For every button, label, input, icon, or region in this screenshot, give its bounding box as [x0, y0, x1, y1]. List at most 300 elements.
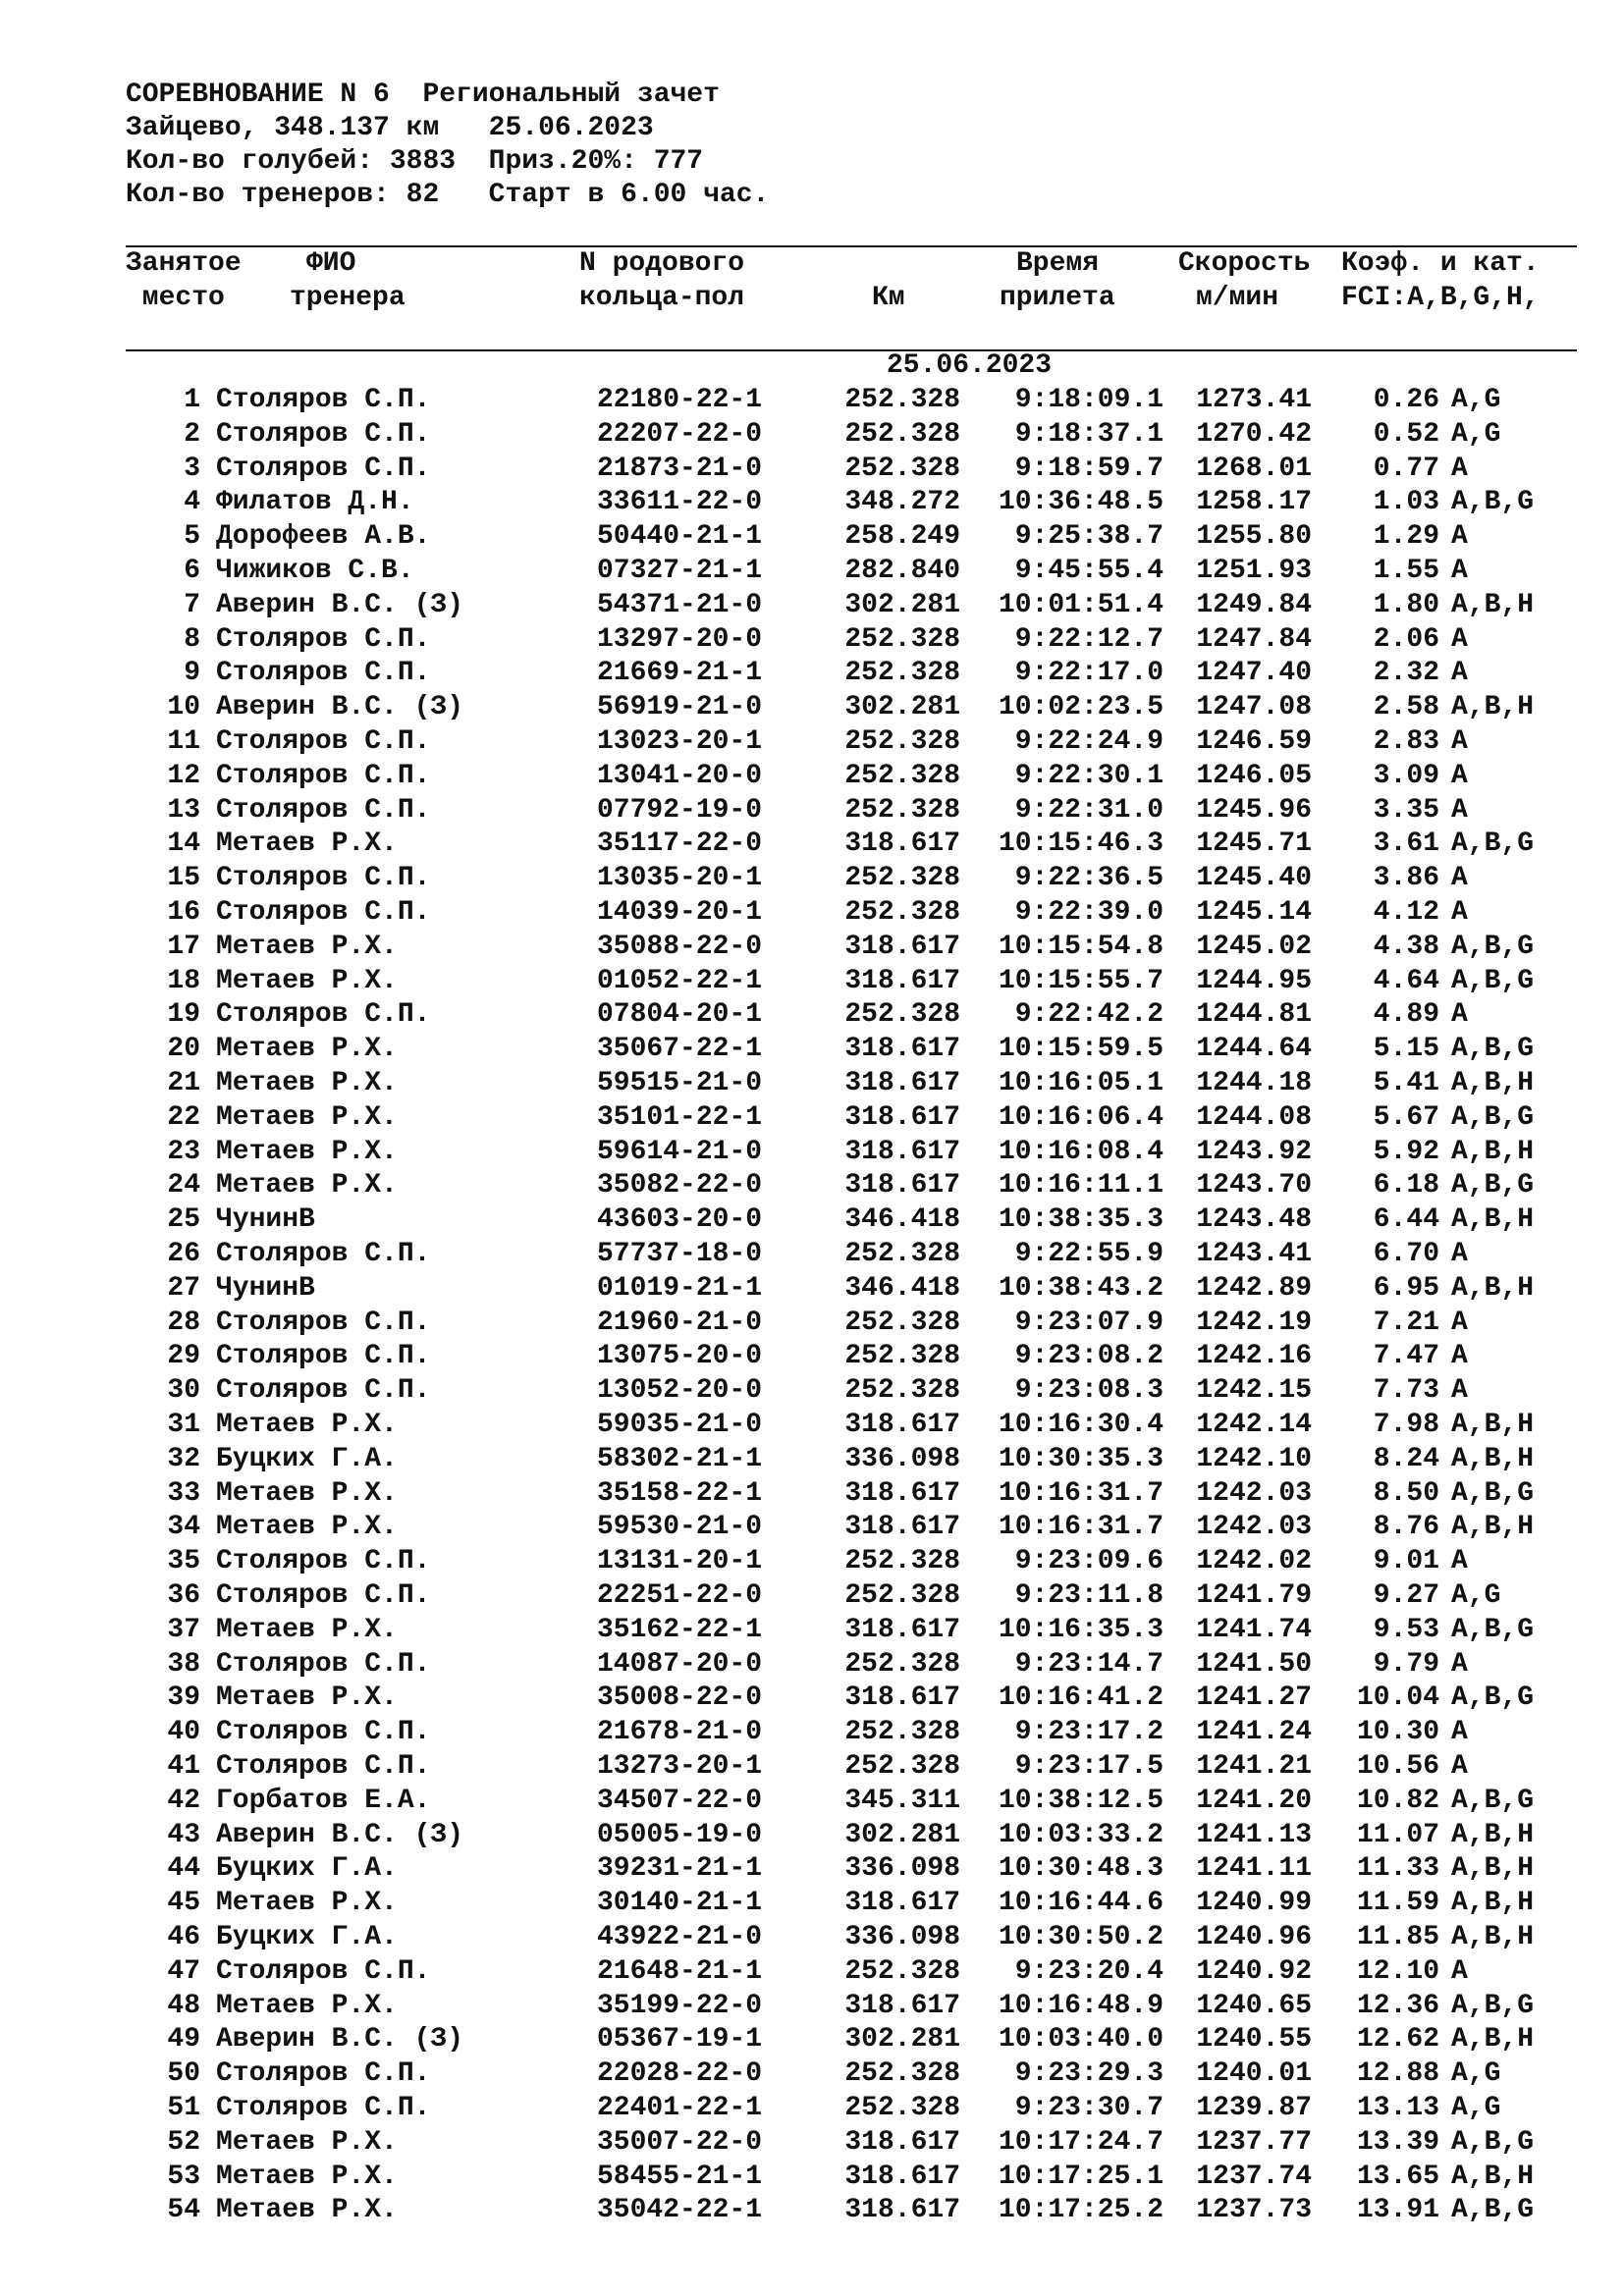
cell-distance-km: 252.328: [844, 658, 960, 689]
cell-arrival-time: 10:16:31.7: [998, 1512, 1164, 1543]
cell-ring-number: 35158-22-1: [597, 1477, 763, 1509]
table-row: [0, 384, 1624, 418]
cell-place: 6: [184, 556, 200, 586]
cell-distance-km: 252.328: [844, 385, 960, 415]
cell-category: A: [1451, 1648, 1468, 1680]
cell-category: A,B,G: [1451, 1785, 1535, 1816]
cell-speed: 1242.03: [1196, 1512, 1312, 1543]
cell-place: 38: [167, 1648, 200, 1680]
cell-coefficient: 11.07: [1356, 1819, 1439, 1850]
col-header-ring-2: кольца-пол: [579, 283, 745, 313]
cell-ring-number: 59035-21-0: [597, 1410, 763, 1440]
cell-coefficient: 3.09: [1373, 760, 1439, 791]
cell-trainer-name: Столяров С.П.: [216, 453, 431, 484]
cell-coefficient: 13.65: [1356, 2161, 1439, 2192]
cell-place: 29: [167, 1341, 200, 1372]
cell-trainer-name: Метаев Р.Х.: [216, 2161, 398, 2192]
cell-arrival-time: 9:22:55.9: [1014, 1239, 1164, 1269]
table-row: [0, 1750, 1624, 1785]
cell-coefficient: 0.77: [1373, 453, 1439, 484]
table-row: [0, 623, 1624, 658]
cell-speed: 1243.41: [1196, 1239, 1312, 1269]
cell-ring-number: 54371-21-0: [597, 589, 763, 620]
cell-trainer-name: Столяров С.П.: [216, 385, 431, 415]
cell-category: A: [1451, 1375, 1468, 1407]
cell-trainer-name: Столяров С.П.: [216, 658, 431, 689]
cell-category: A,B,G: [1451, 1682, 1535, 1714]
table-row: [0, 1511, 1624, 1545]
cell-speed: 1240.96: [1196, 1922, 1312, 1952]
cell-distance-km: 302.281: [844, 2024, 960, 2056]
cell-distance-km: 318.617: [844, 1888, 960, 1919]
cell-place: 1: [184, 385, 200, 415]
cell-arrival-time: 10:16:35.3: [998, 1614, 1164, 1645]
cell-ring-number: 43603-20-0: [597, 1204, 763, 1236]
cell-ring-number: 21960-21-0: [597, 1307, 763, 1338]
cell-speed: 1240.92: [1196, 1955, 1312, 1987]
cell-speed: 1268.01: [1196, 453, 1312, 484]
table-row: [0, 1887, 1624, 1921]
cell-coefficient: 8.76: [1373, 1512, 1439, 1543]
cell-coefficient: 5.41: [1373, 1068, 1439, 1098]
cell-coefficient: 3.86: [1373, 863, 1439, 894]
cell-place: 43: [167, 1819, 200, 1850]
cell-trainer-name: ЧунинВ: [216, 1272, 315, 1304]
cell-distance-km: 252.328: [844, 1546, 960, 1577]
cell-trainer-name: Столяров С.П.: [216, 1717, 431, 1748]
table-row: [0, 1033, 1624, 1067]
cell-speed: 1239.87: [1196, 2093, 1312, 2123]
cell-distance-km: 252.328: [844, 418, 960, 450]
cell-coefficient: 13.13: [1356, 2093, 1439, 2123]
cell-trainer-name: Метаев Р.Х.: [216, 1990, 398, 2021]
cell-arrival-time: 9:22:30.1: [1014, 760, 1164, 791]
cell-trainer-name: Столяров С.П.: [216, 623, 431, 655]
cell-trainer-name: Метаев Р.Х.: [216, 2126, 398, 2158]
cell-distance-km: 318.617: [844, 1477, 960, 1509]
cell-place: 41: [167, 1751, 200, 1782]
cell-trainer-name: Столяров С.П.: [216, 2058, 431, 2090]
cell-arrival-time: 9:23:17.5: [1014, 1751, 1164, 1782]
cell-distance-km: 318.617: [844, 2126, 960, 2158]
cell-trainer-name: Столяров С.П.: [216, 1307, 431, 1338]
cell-coefficient: 6.95: [1373, 1272, 1439, 1304]
cell-arrival-time: 9:23:20.4: [1014, 1955, 1164, 1987]
cell-arrival-time: 10:30:35.3: [998, 1443, 1164, 1474]
cell-arrival-time: 10:38:43.2: [998, 1272, 1164, 1304]
cell-speed: 1245.96: [1196, 794, 1312, 826]
cell-place: 15: [167, 863, 200, 894]
cell-speed: 1242.03: [1196, 1477, 1312, 1509]
cell-speed: 1242.89: [1196, 1272, 1312, 1304]
cell-coefficient: 1.29: [1373, 521, 1439, 553]
cell-arrival-time: 10:38:35.3: [998, 1204, 1164, 1236]
cell-arrival-time: 10:15:59.5: [998, 1034, 1164, 1065]
cell-coefficient: 1.55: [1373, 556, 1439, 586]
cell-speed: 1237.74: [1196, 2161, 1312, 2192]
cell-place: 32: [167, 1443, 200, 1474]
col-header-speed-1: Скорость: [1178, 248, 1311, 279]
table-row: [0, 418, 1624, 453]
col-header-coef-2: FCI:A,B,G,H,: [1341, 283, 1540, 313]
cell-distance-km: 318.617: [844, 1034, 960, 1065]
cell-trainer-name: Метаев Р.Х.: [216, 1034, 398, 1065]
cell-speed: 1242.19: [1196, 1307, 1312, 1338]
cell-coefficient: 9.01: [1373, 1546, 1439, 1577]
col-header-name-1: ФИО: [306, 248, 356, 279]
cell-coefficient: 2.83: [1373, 726, 1439, 757]
table-row: [0, 1136, 1624, 1170]
cell-speed: 1245.14: [1196, 897, 1312, 928]
cell-place: 37: [167, 1614, 200, 1645]
cell-trainer-name: Столяров С.П.: [216, 1751, 431, 1782]
cell-distance-km: 252.328: [844, 623, 960, 655]
cell-speed: 1240.55: [1196, 2024, 1312, 2056]
competition-title: СОРЕВНОВАНИЕ N 6 Региональный зачет: [126, 80, 720, 110]
cell-trainer-name: Филатов Д.Н.: [216, 487, 414, 518]
cell-coefficient: 0.26: [1373, 385, 1439, 415]
cell-ring-number: 58302-21-1: [597, 1443, 763, 1474]
cell-coefficient: 4.38: [1373, 931, 1439, 962]
cell-category: A: [1451, 999, 1468, 1031]
cell-ring-number: 57737-18-0: [597, 1239, 763, 1269]
cell-distance-km: 318.617: [844, 1410, 960, 1440]
cell-ring-number: 35008-22-0: [597, 1682, 763, 1714]
cell-category: A: [1451, 1751, 1468, 1782]
table-row: [0, 2023, 1624, 2057]
cell-category: A,B,G: [1451, 1990, 1535, 2021]
cell-trainer-name: Метаев Р.Х.: [216, 1410, 398, 1440]
cell-distance-km: 336.098: [844, 1853, 960, 1885]
cell-distance-km: 318.617: [844, 2161, 960, 2192]
cell-category: A: [1451, 1955, 1468, 1987]
cell-place: 25: [167, 1204, 200, 1236]
cell-ring-number: 22180-22-1: [597, 385, 763, 415]
cell-ring-number: 21873-21-0: [597, 453, 763, 484]
cell-trainer-name: Метаев Р.Х.: [216, 1477, 398, 1509]
cell-trainer-name: Столяров С.П.: [216, 2093, 431, 2123]
cell-place: 30: [167, 1375, 200, 1407]
cell-coefficient: 12.10: [1356, 1955, 1439, 1987]
cell-category: A,B,G: [1451, 1614, 1535, 1645]
cell-ring-number: 35042-22-1: [597, 2195, 763, 2226]
cell-coefficient: 9.27: [1373, 1580, 1439, 1611]
cell-category: A,B,H: [1451, 1443, 1535, 1474]
table-row: [0, 691, 1624, 725]
table-row: [0, 725, 1624, 760]
cell-ring-number: 21648-21-1: [597, 1955, 763, 1987]
table-row: [0, 1374, 1624, 1409]
cell-arrival-time: 9:22:12.7: [1014, 623, 1164, 655]
cell-ring-number: 59530-21-0: [597, 1512, 763, 1543]
cell-coefficient: 11.33: [1356, 1853, 1439, 1885]
table-row: [0, 2057, 1624, 2092]
cell-distance-km: 252.328: [844, 1580, 960, 1611]
cell-place: 48: [167, 1990, 200, 2021]
cell-distance-km: 318.617: [844, 2195, 960, 2226]
cell-coefficient: 1.80: [1373, 589, 1439, 620]
cell-arrival-time: 10:16:05.1: [998, 1068, 1164, 1098]
cell-place: 18: [167, 965, 200, 996]
cell-ring-number: 35007-22-0: [597, 2126, 763, 2158]
cell-coefficient: 7.98: [1373, 1410, 1439, 1440]
cell-arrival-time: 10:02:23.5: [998, 692, 1164, 723]
table-row: [0, 2092, 1624, 2126]
cell-ring-number: 07792-19-0: [597, 794, 763, 826]
cell-ring-number: 35067-22-1: [597, 1034, 763, 1065]
cell-trainer-name: Столяров С.П.: [216, 999, 431, 1031]
pigeon-count-prize: Кол-во голубей: 3883 Приз.20%: 777: [126, 146, 704, 177]
cell-category: A: [1451, 556, 1468, 586]
cell-speed: 1241.27: [1196, 1682, 1312, 1714]
cell-distance-km: 252.328: [844, 760, 960, 791]
cell-speed: 1244.81: [1196, 999, 1312, 1031]
cell-category: A,B,G: [1451, 2126, 1535, 2158]
cell-arrival-time: 10:15:54.8: [998, 931, 1164, 962]
cell-speed: 1255.80: [1196, 521, 1312, 553]
cell-ring-number: 14039-20-1: [597, 897, 763, 928]
col-header-time-1: Время: [1016, 248, 1100, 279]
cell-trainer-name: Метаев Р.Х.: [216, 965, 398, 996]
cell-coefficient: 9.79: [1373, 1648, 1439, 1680]
cell-coefficient: 8.50: [1373, 1477, 1439, 1509]
cell-place: 27: [167, 1272, 200, 1304]
cell-category: A: [1451, 1717, 1468, 1748]
cell-ring-number: 13035-20-1: [597, 863, 763, 894]
cell-trainer-name: Метаев Р.Х.: [216, 1136, 398, 1167]
cell-ring-number: 35117-22-0: [597, 828, 763, 860]
cell-ring-number: 13041-20-0: [597, 760, 763, 791]
cell-trainer-name: Столяров С.П.: [216, 1375, 431, 1407]
cell-coefficient: 11.59: [1356, 1888, 1439, 1919]
cell-trainer-name: Чижиков С.В.: [216, 556, 414, 586]
cell-arrival-time: 9:22:24.9: [1014, 726, 1164, 757]
table-row: [0, 1955, 1624, 1990]
cell-speed: 1242.10: [1196, 1443, 1312, 1474]
cell-trainer-name: Метаев Р.Х.: [216, 1888, 398, 1919]
cell-speed: 1243.92: [1196, 1136, 1312, 1167]
cell-arrival-time: 10:16:41.2: [998, 1682, 1164, 1714]
cell-category: A: [1451, 623, 1468, 655]
table-row: [0, 1852, 1624, 1887]
cell-trainer-name: ЧунинВ: [216, 1204, 315, 1236]
cell-arrival-time: 9:18:09.1: [1014, 385, 1164, 415]
cell-ring-number: 35088-22-0: [597, 931, 763, 962]
cell-category: A,B,G: [1451, 2195, 1535, 2226]
cell-category: A,G: [1451, 385, 1501, 415]
cell-arrival-time: 10:16:48.9: [998, 1990, 1164, 2021]
cell-arrival-time: 10:36:48.5: [998, 487, 1164, 518]
cell-arrival-time: 9:23:14.7: [1014, 1648, 1164, 1680]
cell-category: A,B,G: [1451, 1477, 1535, 1509]
cell-ring-number: 13273-20-1: [597, 1751, 763, 1782]
table-row: [0, 520, 1624, 555]
cell-trainer-name: Метаев Р.Х.: [216, 1170, 398, 1201]
table-row: [0, 453, 1624, 487]
cell-arrival-time: 10:15:55.7: [998, 965, 1164, 996]
cell-category: A: [1451, 1341, 1468, 1372]
col-header-ring-1: N родового: [579, 248, 745, 279]
cell-coefficient: 7.73: [1373, 1375, 1439, 1407]
cell-distance-km: 252.328: [844, 1648, 960, 1680]
cell-ring-number: 35101-22-1: [597, 1101, 763, 1133]
cell-place: 14: [167, 828, 200, 860]
cell-place: 10: [167, 692, 200, 723]
cell-distance-km: 252.328: [844, 897, 960, 928]
cell-trainer-name: Столяров С.П.: [216, 1239, 431, 1269]
cell-place: 21: [167, 1068, 200, 1098]
cell-category: A,B,G: [1451, 1101, 1535, 1133]
cell-speed: 1243.70: [1196, 1170, 1312, 1201]
cell-trainer-name: Метаев Р.Х.: [216, 1101, 398, 1133]
cell-trainer-name: Аверин В.С. (З): [216, 692, 464, 723]
cell-coefficient: 13.39: [1356, 2126, 1439, 2158]
cell-place: 8: [184, 623, 200, 655]
table-row: [0, 1545, 1624, 1579]
cell-trainer-name: Аверин В.С. (З): [216, 1819, 464, 1850]
cell-category: A: [1451, 897, 1468, 928]
cell-arrival-time: 9:23:08.2: [1014, 1341, 1164, 1372]
cell-category: A: [1451, 726, 1468, 757]
cell-ring-number: 39231-21-1: [597, 1853, 763, 1885]
cell-trainer-name: Метаев Р.Х.: [216, 931, 398, 962]
cell-ring-number: 21678-21-0: [597, 1717, 763, 1748]
cell-distance-km: 252.328: [844, 2093, 960, 2123]
cell-place: 24: [167, 1170, 200, 1201]
cell-distance-km: 336.098: [844, 1922, 960, 1952]
cell-place: 33: [167, 1477, 200, 1509]
cell-place: 39: [167, 1682, 200, 1714]
cell-place: 9: [184, 658, 200, 689]
cell-ring-number: 13075-20-0: [597, 1341, 763, 1372]
cell-speed: 1241.74: [1196, 1614, 1312, 1645]
cell-coefficient: 8.24: [1373, 1443, 1439, 1474]
cell-distance-km: 258.249: [844, 521, 960, 553]
cell-trainer-name: Метаев Р.Х.: [216, 1682, 398, 1714]
table-row: [0, 555, 1624, 589]
cell-arrival-time: 9:23:17.2: [1014, 1717, 1164, 1748]
cell-speed: 1247.84: [1196, 623, 1312, 655]
cell-ring-number: 35199-22-0: [597, 1990, 763, 2021]
cell-trainer-name: Столяров С.П.: [216, 418, 431, 450]
cell-ring-number: 05367-19-1: [597, 2024, 763, 2056]
cell-ring-number: 22207-22-0: [597, 418, 763, 450]
cell-category: A,G: [1451, 418, 1501, 450]
cell-ring-number: 22251-22-0: [597, 1580, 763, 1611]
col-header-speed-2: м/мин: [1196, 283, 1279, 313]
cell-category: A: [1451, 521, 1468, 553]
cell-speed: 1241.13: [1196, 1819, 1312, 1850]
cell-distance-km: 318.617: [844, 1682, 960, 1714]
cell-place: 46: [167, 1922, 200, 1952]
cell-coefficient: 13.91: [1356, 2195, 1439, 2226]
cell-distance-km: 252.328: [844, 1341, 960, 1372]
cell-arrival-time: 9:22:39.0: [1014, 897, 1164, 928]
cell-trainer-name: Столяров С.П.: [216, 794, 431, 826]
table-row: [0, 2126, 1624, 2161]
cell-distance-km: 336.098: [844, 1443, 960, 1474]
cell-category: A: [1451, 760, 1468, 791]
cell-place: 31: [167, 1410, 200, 1440]
cell-category: A,B,G: [1451, 1170, 1535, 1201]
cell-coefficient: 4.64: [1373, 965, 1439, 996]
cell-trainer-name: Аверин В.С. (З): [216, 589, 464, 620]
cell-ring-number: 56919-21-0: [597, 692, 763, 723]
cell-coefficient: 6.18: [1373, 1170, 1439, 1201]
cell-distance-km: 252.328: [844, 999, 960, 1031]
cell-ring-number: 50440-21-1: [597, 521, 763, 553]
cell-speed: 1242.15: [1196, 1375, 1312, 1407]
cell-place: 20: [167, 1034, 200, 1065]
cell-coefficient: 6.44: [1373, 1204, 1439, 1236]
cell-category: A: [1451, 453, 1468, 484]
cell-category: A,B,H: [1451, 2024, 1535, 2056]
table-row: [0, 1169, 1624, 1203]
col-header-km: Км: [872, 283, 905, 313]
table-row: [0, 794, 1624, 828]
cell-speed: 1241.79: [1196, 1580, 1312, 1611]
cell-coefficient: 0.52: [1373, 418, 1439, 450]
cell-arrival-time: 9:22:36.5: [1014, 863, 1164, 894]
table-row: [0, 1307, 1624, 1341]
cell-speed: 1240.01: [1196, 2058, 1312, 2090]
cell-arrival-time: 9:22:17.0: [1014, 658, 1164, 689]
cell-speed: 1244.18: [1196, 1068, 1312, 1098]
cell-distance-km: 318.617: [844, 1990, 960, 2021]
cell-distance-km: 318.617: [844, 1614, 960, 1645]
cell-speed: 1241.50: [1196, 1648, 1312, 1680]
cell-ring-number: 35082-22-0: [597, 1170, 763, 1201]
cell-speed: 1247.08: [1196, 692, 1312, 723]
cell-ring-number: 13131-20-1: [597, 1546, 763, 1577]
cell-trainer-name: Метаев Р.Х.: [216, 1512, 398, 1543]
cell-category: A,G: [1451, 1580, 1501, 1611]
cell-place: 45: [167, 1888, 200, 1919]
cell-trainer-name: Столяров С.П.: [216, 1546, 431, 1577]
cell-trainer-name: Столяров С.П.: [216, 760, 431, 791]
cell-speed: 1245.40: [1196, 863, 1312, 894]
cell-ring-number: 22028-22-0: [597, 2058, 763, 2090]
cell-place: 36: [167, 1580, 200, 1611]
cell-speed: 1244.95: [1196, 965, 1312, 996]
cell-arrival-time: 10:16:30.4: [998, 1410, 1164, 1440]
cell-speed: 1258.17: [1196, 487, 1312, 518]
cell-speed: 1273.41: [1196, 385, 1312, 415]
cell-speed: 1237.77: [1196, 2126, 1312, 2158]
cell-arrival-time: 10:03:33.2: [998, 1819, 1164, 1850]
cell-coefficient: 4.12: [1373, 897, 1439, 928]
cell-arrival-time: 9:22:31.0: [1014, 794, 1164, 826]
cell-arrival-time: 10:17:24.7: [998, 2126, 1164, 2158]
cell-distance-km: 348.272: [844, 487, 960, 518]
cell-distance-km: 252.328: [844, 794, 960, 826]
cell-place: 49: [167, 2024, 200, 2056]
cell-coefficient: 5.15: [1373, 1034, 1439, 1065]
table-row: [0, 998, 1624, 1033]
cell-category: A,B,G: [1451, 828, 1535, 860]
cell-distance-km: 282.840: [844, 556, 960, 586]
cell-distance-km: 346.418: [844, 1272, 960, 1304]
cell-trainer-name: Дорофеев А.В.: [216, 521, 431, 553]
cell-distance-km: 318.617: [844, 931, 960, 962]
cell-distance-km: 318.617: [844, 1170, 960, 1201]
cell-category: A,B,H: [1451, 1272, 1535, 1304]
cell-ring-number: 13052-20-0: [597, 1375, 763, 1407]
cell-ring-number: 34507-22-0: [597, 1785, 763, 1816]
cell-ring-number: 30140-21-1: [597, 1888, 763, 1919]
cell-place: 23: [167, 1136, 200, 1167]
col-header-time-2: прилета: [1000, 283, 1115, 313]
